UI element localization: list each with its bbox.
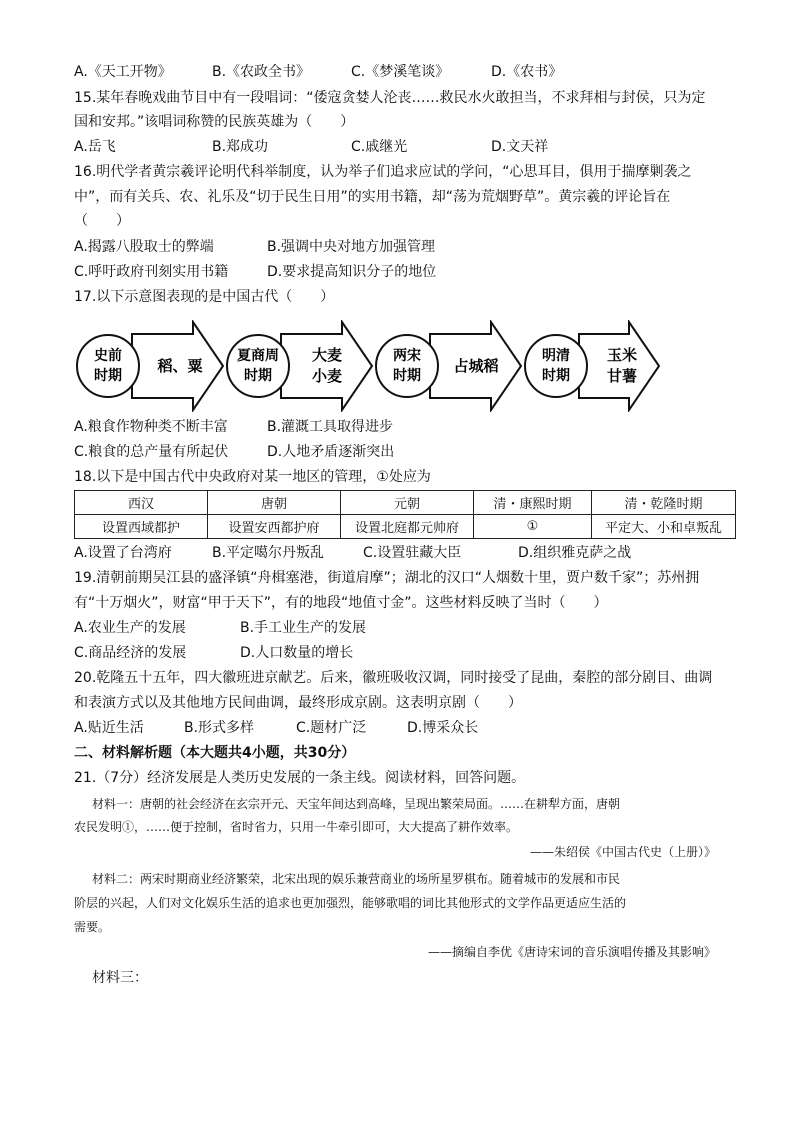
q14-option-a: A.《天工开物》	[74, 64, 172, 80]
q18-option-b: B.平定噶尔丹叛乱	[212, 545, 325, 561]
q16-option-d: D.要求提高知识分子的地位	[267, 264, 437, 280]
q20-option-c: C.题材广泛	[296, 720, 367, 736]
q17-option-d: D.人地矛盾逐渐突出	[267, 444, 395, 460]
q20-option-d: D.博采众长	[407, 720, 479, 736]
diagram-circle-3	[376, 335, 438, 397]
diagram-period-2-l1: 夏商周	[237, 348, 279, 364]
diagram-crop-3: 占城稻	[453, 357, 499, 375]
table-cell: 设置西域都护	[75, 515, 208, 539]
table-header-cell: 西汉	[75, 491, 208, 515]
diagram-period-1-l2: 时期	[94, 368, 122, 384]
q19-option-a: A.农业生产的发展	[74, 620, 186, 636]
q20-stem-line1: 20.乾隆五十五年，四大徽班进京献艺。后来，徽班吸收汉调，同时接受了昆曲，秦腔的部分剧目、曲调	[74, 670, 713, 686]
diagram-period-3-l1: 两宋	[393, 348, 421, 364]
q16-stem-line3: （ ）	[74, 213, 130, 229]
q16-option-a: A.揭露八股取士的弊端	[74, 239, 214, 255]
table-row	[75, 515, 736, 539]
diagram-stage-2	[227, 322, 372, 410]
diagram-crop-4-l1: 玉米	[606, 346, 638, 364]
diagram-crop-2-l2: 小麦	[311, 367, 343, 385]
diagram-circle-4	[525, 335, 587, 397]
table-cell: 平定大、小和卓叛乱	[592, 515, 736, 539]
diagram-period-4-l1: 明清	[542, 348, 570, 364]
diagram-circle-1	[77, 335, 139, 397]
q14-option-c: C.《梦溪笔谈》	[351, 64, 450, 80]
q16-stem-line2: 中”，而有关兵、农、礼乐及“切于民生日用”的实用书籍，却“荡为荒烟野草”。黄宗羲的评论旨在	[74, 189, 671, 205]
q17-option-a: A.粮食作物种类不断丰富	[74, 419, 228, 435]
q18-management-table	[74, 490, 736, 539]
q15-stem-line1: 15.某年春晚戏曲节目中有一段唱词：“倭寇贪婪人沦丧……救民水火敢担当，不求拜相与封侯，只为定	[74, 90, 706, 106]
q18-option-c: C.设置驻藏大臣	[363, 545, 462, 561]
table-header-cell: 元朝	[341, 491, 474, 515]
q15-option-c: C.戚继光	[351, 139, 408, 155]
material-1-line1: 材料一：唐朝的社会经济在玄宗开元、天宝年间达到高峰，呈现出繁荣局面。……在耕犁方面，唐朝	[92, 797, 621, 811]
material-1-source: ——朱绍侯《中国古代史（上册）》	[529, 845, 716, 859]
diagram-period-3-l2: 时期	[393, 368, 421, 384]
material-2-line3: 需要。	[74, 920, 111, 934]
section-heading: 二、材料解析题（本大题共4小题，共30分）	[74, 745, 356, 761]
q19-stem-line1: 19.清朝前期吴江县的盛泽镇“舟楫塞港，街道肩摩”；湖北的汉口“人烟数十里，贾户数千家”；苏州拥	[74, 570, 700, 586]
q15-option-b: B.郑成功	[212, 139, 269, 155]
q16-option-b: B.强调中央对地方加强管理	[267, 239, 436, 255]
diagram-arrow-4	[579, 322, 659, 410]
q15-stem-line2: 国和安邦。”该唱词称赞的民族英雄为（ ）	[74, 114, 355, 130]
q20-option-b: B.形式多样	[184, 720, 255, 736]
q17-option-c: C.粮食的总产量有所起伏	[74, 444, 229, 460]
q20-option-a: A.贴近生活	[74, 720, 144, 736]
q15-option-a: A.岳飞	[74, 139, 116, 155]
diagram-stage-3	[376, 322, 521, 410]
diagram-crop-1: 稻、粟	[157, 357, 203, 375]
q19-option-d: D.人口数量的增长	[240, 645, 354, 661]
q14-option-b: B.《农政全书》	[212, 64, 311, 80]
diagram-circle-2	[227, 335, 289, 397]
q18-option-d: D.组织雅克萨之战	[518, 545, 632, 561]
table-cell: 设置北庭都元帅府	[341, 515, 474, 539]
q19-option-c: C.商品经济的发展	[74, 645, 187, 661]
table-header-row	[75, 491, 736, 515]
material-2-line1: 材料二：两宋时期商业经济繁荣，北宋出现的娱乐兼营商业的场所星罗棋布。随着城市的发展和市民	[92, 872, 621, 886]
q16-stem-line1: 16.明代学者黄宗羲评论明代科举制度，认为举子们追求应试的学问，“心思耳目，俱用于揣摩剿袭之	[74, 164, 692, 180]
material-3-label: 材料三：	[92, 970, 148, 986]
q14-option-d: D.《农书》	[491, 64, 563, 80]
diagram-period-4-l2: 时期	[542, 368, 570, 384]
q21-stem: 21.（7分）经济发展是人类历史发展的一条主线。阅读材料，回答问题。	[74, 770, 526, 786]
q19-stem-line2: 有“十万烟火”，财富“甲于天下”，有的地段“地值寸金”。这些材料反映了当时（ ）	[74, 595, 608, 611]
diagram-period-2-l2: 时期	[244, 368, 272, 384]
q19-option-b: B.手工业生产的发展	[240, 620, 367, 636]
table-header-cell: 清・乾隆时期	[592, 491, 736, 515]
table-header-cell: 清・康熙时期	[474, 491, 592, 515]
material-2-line2: 阶层的兴起，人们对文化娱乐生活的追求也更加强烈，能够歌唱的词比其他形式的文学作品更适应生活的	[74, 896, 627, 910]
table-cell: ①	[474, 515, 592, 539]
diagram-crop-4-l2: 甘薯	[606, 367, 638, 385]
diagram-crop-2-l1: 大麦	[311, 346, 343, 364]
diagram-period-1-l1: 史前	[94, 348, 122, 364]
q16-option-c: C.呼吁政府刊刻实用书籍	[74, 264, 229, 280]
q15-option-d: D.文天祥	[491, 139, 549, 155]
crop-evolution-diagram	[74, 320, 674, 412]
table-header-cell: 唐朝	[208, 491, 341, 515]
diagram-arrow-2	[281, 322, 372, 410]
diagram-stage-4	[525, 322, 659, 410]
material-2-source: ——摘编自李优《唐诗宋词的音乐演唱传播及其影响》	[427, 945, 716, 959]
q20-stem-line2: 和表演方式以及其他地方民间曲调，最终形成京剧。这表明京剧（ ）	[74, 695, 522, 711]
q18-stem: 18.以下是中国古代中央政府对某一地区的管理，①处应为	[74, 469, 431, 485]
q17-option-b: B.灌溉工具取得进步	[267, 419, 394, 435]
table-cell: 设置安西都护府	[208, 515, 341, 539]
q18-option-a: A.设置了台湾府	[74, 545, 172, 561]
material-1-line2: 农民发明①，……便于控制，省时省力，只用一牛牵引即可，大大提高了耕作效率。	[74, 820, 519, 834]
diagram-stage-1	[77, 322, 223, 410]
q17-stem: 17.以下示意图表现的是中国古代（ ）	[74, 289, 335, 305]
